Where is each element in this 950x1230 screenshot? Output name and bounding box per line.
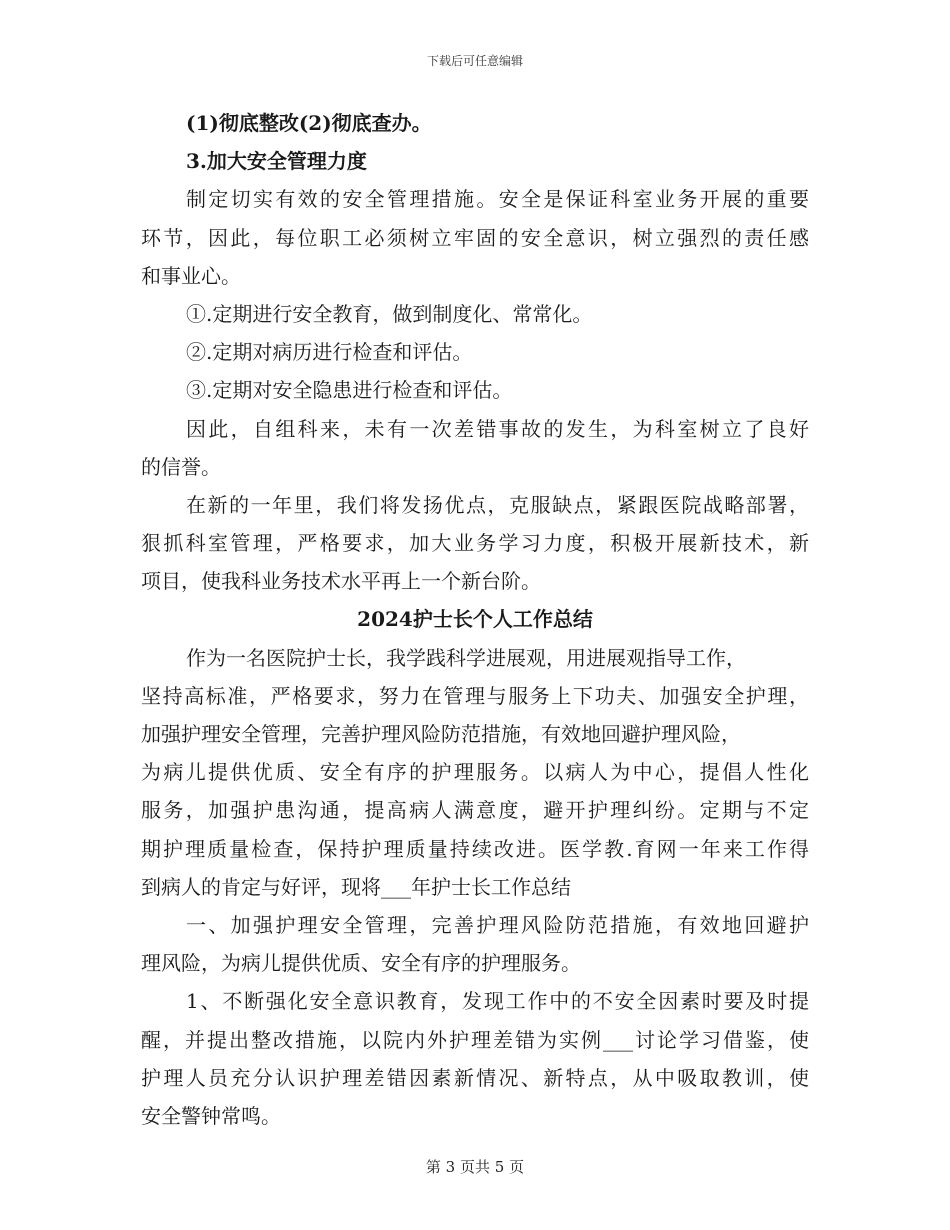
- paragraph-line: 在新的一年里，我们将发扬优点，克服缺点，紧跟医院战略部署，: [186, 492, 809, 517]
- list-item-3: ③.定期对安全隐患进行检查和评估。: [186, 378, 513, 403]
- paragraph-line: 服务，加强护患沟通，提高病人满意度，避开护理纠纷。定期与不定: [141, 798, 809, 823]
- paragraph-line: 环节，因此，每位职工必须树立牢固的安全意识，树立强烈的责任感: [141, 225, 809, 250]
- paragraph-line: 狠抓科室管理，严格要求，加大业务学习力度，积极开展新技术，新: [141, 531, 809, 556]
- paragraph-line: 作为一名医院护士长，我学践科学进展观，用进展观指导工作，: [186, 645, 746, 670]
- paragraph-line: 到病人的肯定与好评，现将___年护士长工作总结: [141, 874, 571, 899]
- section-heading-safety: 3.加大安全管理力度: [186, 149, 367, 174]
- paragraph-line: 和事业心。: [141, 263, 241, 288]
- page-header: 下载后可任意编辑: [426, 54, 523, 68]
- list-item-rectify: (1)彻底整改(2)彻底查办。: [186, 111, 432, 135]
- document-title: 2024护士长个人工作总结: [357, 607, 593, 632]
- paragraph-line: 因此，自组科来，未有一次差错事故的发生，为科室树立了良好: [186, 416, 809, 441]
- paragraph-line: 期护理质量检查，保持护理质量持续改进。医学教.育网一年来工作得: [141, 836, 809, 861]
- paragraph-line: 坚持高标准，严格要求，努力在管理与服务上下功夫、加强安全护理，: [141, 683, 809, 708]
- list-item-2: ②.定期对病历进行检查和评估。: [186, 340, 473, 365]
- paragraph-line: 护理人员充分认识护理差错因素新情况、新特点，从中吸取教训，使: [141, 1065, 809, 1090]
- list-item-1: ①.定期进行安全教育，做到制度化、常常化。: [186, 301, 593, 326]
- paragraph-line: 醒，并提出整改措施，以院内外护理差错为实例___讨论学习借鉴，使: [141, 1027, 809, 1052]
- page-footer: 第 3 页共 5 页: [425, 1158, 525, 1176]
- paragraph-line: 制定切实有效的安全管理措施。安全是保证科室业务开展的重要: [186, 187, 809, 212]
- paragraph-line: 的信誉。: [141, 454, 221, 479]
- document-body: [141, 104, 809, 1135]
- paragraph-line: 加强护理安全管理，完善护理风险防范措施，有效地回避护理风险，: [141, 722, 741, 746]
- paragraph-line: 安全警钟常鸣。: [141, 1103, 281, 1128]
- section-heading-line: 一、加强护理安全管理，完善护理风险防范措施，有效地回避护: [186, 912, 809, 937]
- section-heading-line: 理风险，为病儿提供优质、安全有序的护理服务。: [141, 951, 581, 976]
- paragraph-line: 1、不断强化安全意识教育，发现工作中的不安全因素时要及时提: [186, 989, 809, 1014]
- paragraph-line: 项目，使我科业务技术水平再上一个新台阶。: [141, 569, 541, 594]
- paragraph-line: 为病儿提供优质、安全有序的护理服务。以病人为中心，提倡人性化: [141, 760, 809, 785]
